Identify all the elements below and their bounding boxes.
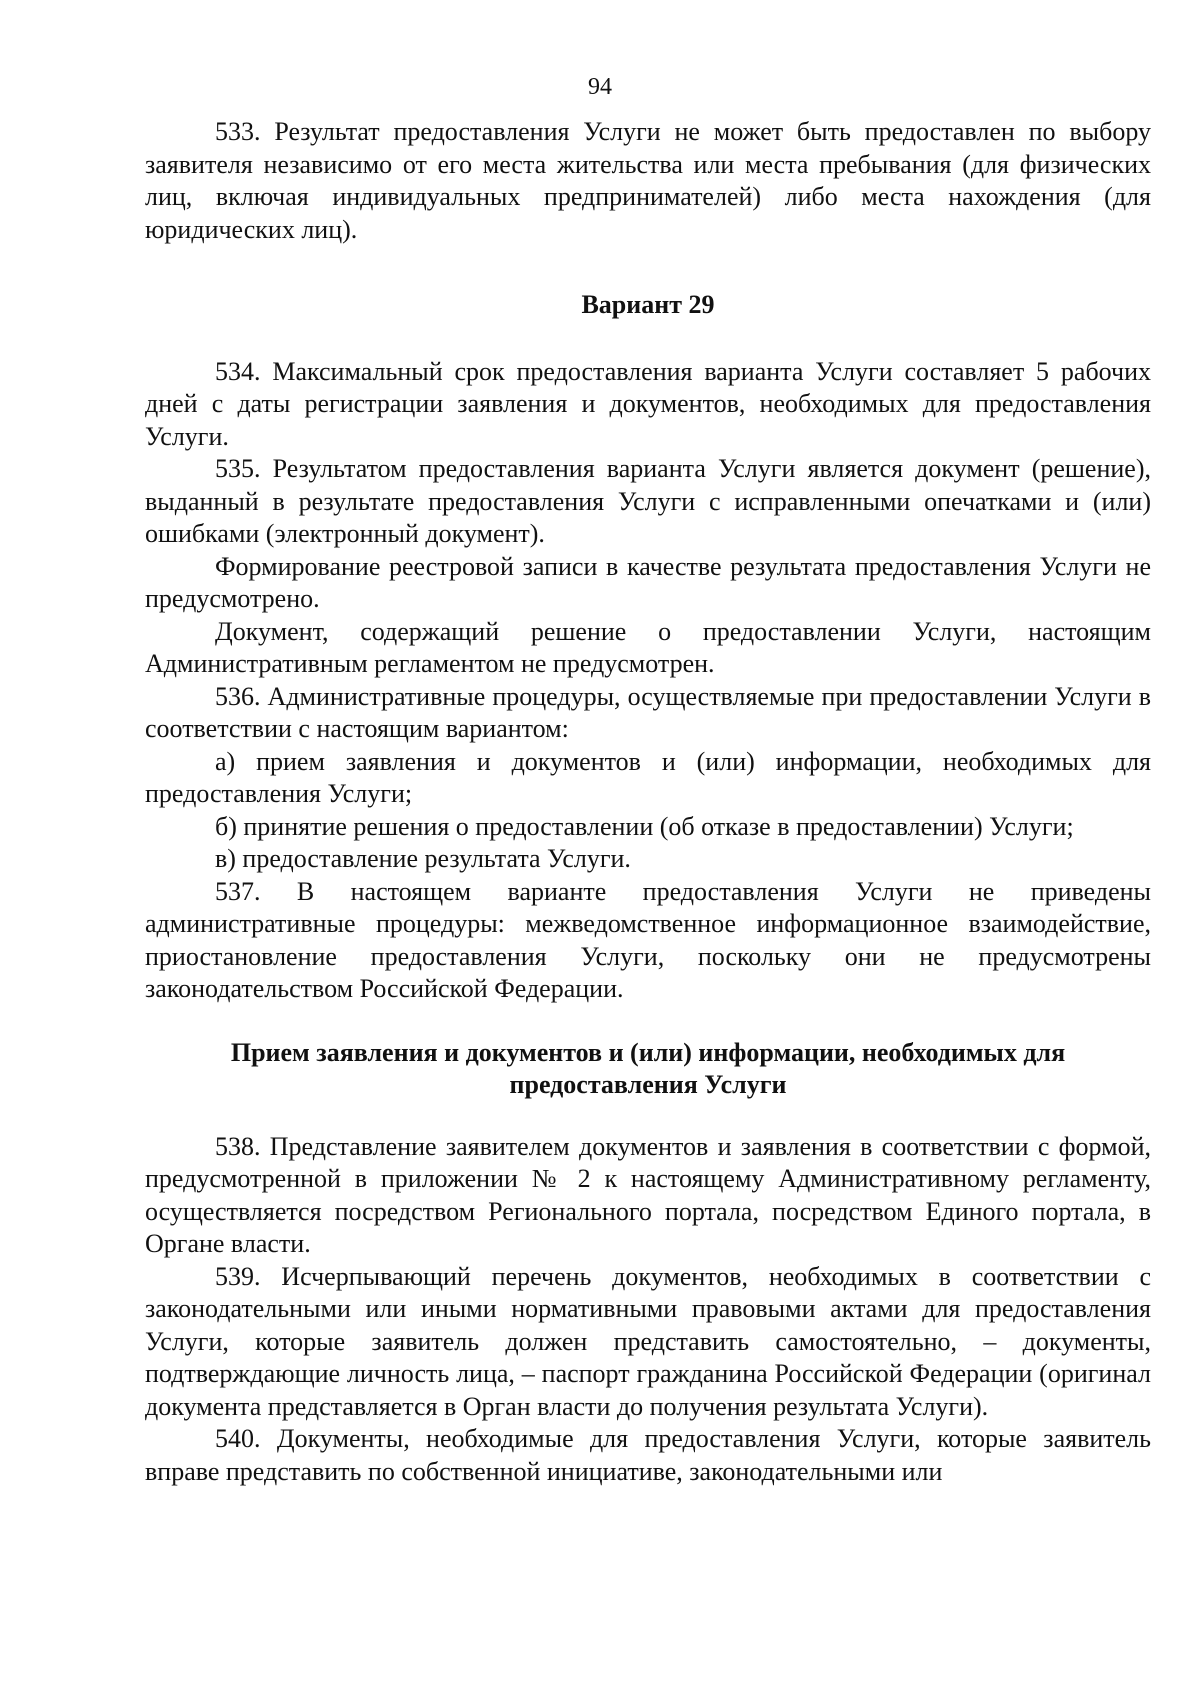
paragraph-536: 536. Административные процедуры, осуществляемые при предоставлении Услуги в соответствии с настоящим вариантом: <box>145 681 1151 743</box>
paragraph-540: 540. Документы, необходимые для предоставления Услуги, которые заявитель вправе представить по собственной инициативе, законодательными или <box>145 1424 1151 1486</box>
section-heading-line-2: предоставления Услуги <box>509 1070 787 1099</box>
list-item-b: б) принятие решения о предоставлении (об отказе в предоставлении) Услуги; <box>215 811 1074 841</box>
section-heading <box>145 1037 1151 1102</box>
list-item-a: а) прием заявления и документов и (или) информации, необходимых для предоставления Услуги; <box>145 746 1151 808</box>
section-heading-line-1: Прием заявления и документов и (или) информации, необходимых для <box>230 1037 1066 1067</box>
paragraph-535-registry-note: Формирование реестровой записи в качестве результата предоставления Услуги не предусмотрено. <box>145 551 1151 613</box>
paragraph-534: 534. Максимальный срок предоставления варианта Услуги составляет 5 рабочих дней с даты регистрации заявления и документов, необходимых для предоставления Услуги. <box>145 356 1151 451</box>
paragraph-539: 539. Исчерпывающий перечень документов, необходимых в соответствии с законодательными или иными нормативными правовыми актами для предоставления Услуги, которые заявитель должен представить самостоятельно, – документы, подтверждающие личность лица, – паспорт гражданина Российской Федерации (оригинал документа представляется в Орган власти до получения результата Услуги). <box>145 1261 1151 1421</box>
variant-heading: Вариант 29 <box>581 290 715 319</box>
paragraph-538: 538. Представление заявителем документов и заявления в соответствии с формой, предусмотренной в приложении № 2 к настоящему Административному регламенту, осуществляется посредством Регионального портала, посредством Единого портала, в Органе власти. <box>145 1131 1151 1258</box>
paragraph-535: 535. Результатом предоставления варианта Услуги является документ (решение), выданный в результате предоставления Услуги с исправленными опечатками и (или) ошибками (электронный документ). <box>145 454 1151 548</box>
paragraph-533: 533. Результат предоставления Услуги не может быть предоставлен по выбору заявителя независимо от его места жительства или места пребывания (для физических лиц, включая индивидуальных предпринимателей) либо места нахождения (для юридических лиц). <box>145 117 1151 244</box>
page-number: 94 <box>588 74 612 100</box>
paragraph-537: 537. В настоящем варианте предоставления Услуги не приведены административные процедуры: межведомственное информационное взаимодействие, приостановление предоставления Услуги, поскольку они не предусмотрены законодательством Российской Федерации. <box>145 876 1151 1003</box>
list-item-v: в) предоставление результата Услуги. <box>215 844 631 873</box>
document-body <box>145 116 1151 1488</box>
paragraph-535-document-note: Документ, содержащий решение о предоставлении Услуги, настоящим Административным регламентом не предусмотрен. <box>145 616 1151 678</box>
